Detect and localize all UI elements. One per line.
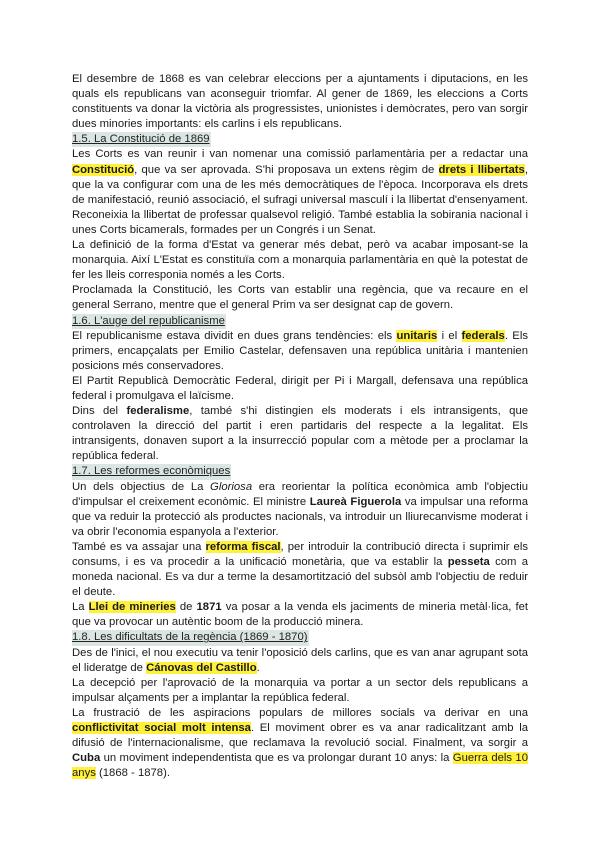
paragraph-state-form: La definició de la forma d'Estat va generar més debat, però va acabar imposant-se la monarquia. Així L'Estat es constituïa com a monarquia parlamentària en què la potestat de fer les lleis corresponia només a les Corts.: [72, 239, 528, 282]
section-heading-1-7: 1.7. Les reformes econòmiques: [72, 464, 231, 479]
text: , per introduir la contribució directa i suprimir els consums, i es va procedir a la unificació monetària, que va establir la: [72, 540, 529, 568]
intro-paragraph: El desembre de 1868 es van celebrar eleccions per a ajuntaments i diputacions, en les quals els republicans van aconseguir triomfar. Al gener de 1869, les eleccions a Corts constituents va donar la victòria als progressistes, unionistes i demòcrates, pero van sorgir dues minories importants: els carlins i els republicans.: [72, 73, 528, 131]
bold-federalisme: federalisme: [126, 405, 190, 418]
bold-pesseta: pesseta: [447, 556, 490, 568]
paragraph-mining-law: [72, 600, 528, 630]
paragraph-republican-uprisings: La decepció per l'aprovació de la monarquia va portar a un sector dels republicans a impulsar alçaments per a implantar la república federal.: [72, 676, 528, 704]
text: Dins del: [72, 405, 127, 418]
text: com a moneda nacional. Es va dur a terme la desamortització del subsòl amb l'objectiu de reduir el deute.: [72, 556, 528, 599]
section-heading-1-8: 1.8. Les dificultats de la regència (1869 - 1870): [72, 630, 309, 645]
text: Des de l'inici, el nou executiu va tenir l'oposició dels carlins, que es van anar agrupant sota el lideratge de: [72, 646, 528, 674]
bold-cuba: Cuba: [72, 752, 101, 765]
text: era reorientar la política econòmica amb l'objectiu d'impulsar el creixement econòmic. El ministre: [72, 480, 528, 508]
paragraph-federalism: [72, 404, 528, 464]
highlight-drets-llibertats: drets i llibertats: [438, 163, 525, 176]
highlight-constitucio: Constitució: [72, 163, 135, 176]
paragraph-federal-party: El Partit Republicà Democràtic Federal, dirigit per Pi i Margall, defensava una república federal i promulgava el laïcisme.: [72, 374, 528, 402]
text: , també s'hi distingien els moderats i els intransigents, que controlaven la direcció del partit i eren partidaris del respecte a la legalitat. Els intransigents, donaven suport a la insurrecció popular com a mètode per a proclamar la república federal.: [72, 405, 529, 463]
text: Un dels objectius de La: [72, 480, 211, 493]
text: un moviment independentista que es va prolongar durant 10 anys: la: [100, 752, 453, 765]
bold-1871: 1871: [196, 601, 222, 614]
text: El republicanisme estava dividit en dues grans tendències: els: [72, 329, 397, 342]
section-heading-1-5: 1.5. La Constitució de 1869: [72, 132, 211, 147]
text: de: [175, 601, 197, 614]
text: La: [72, 601, 89, 614]
italic-gloriosa: Gloriosa: [210, 480, 253, 493]
text: i el: [437, 329, 462, 342]
text: va posar a la venda els jaciments de mineria metàl·lica, fet que va provocar un autèntic boom de la producció minera.: [72, 601, 529, 629]
paragraph-economic-policy: [72, 480, 528, 540]
highlight-federals: federals: [461, 329, 505, 342]
paragraph-regency: Proclamada la Constitució, les Corts van establir una regència, que va recaure en el general Serrano, mentre que el general Prim va ser designat cap de govern.: [72, 284, 528, 312]
text: La frustració de les aspiracions populars de millores socials va derivar en una: [72, 706, 528, 719]
highlight-reforma-fiscal: reforma fiscal: [205, 540, 281, 553]
bold-figuerola: Laureà Figuerola: [309, 495, 402, 508]
paragraph-constitution: [72, 147, 528, 238]
paragraph-social-conflict: [72, 706, 528, 781]
text: També es va assajar una: [72, 540, 206, 553]
paragraph-republicanism: [72, 329, 528, 374]
text: (1868 - 1878).: [95, 767, 170, 780]
document-page: [72, 72, 528, 781]
text: .: [256, 661, 260, 674]
highlight-conflictivitat: conflictivitat social molt intensa: [72, 722, 251, 735]
text: . El moviment obrer es va anar radicalitzant amb la difusió de l'internacionalisme, que reclamava la revolució social. Finalment, va sorgir a: [72, 722, 529, 750]
highlight-guerra-10-anys: Guerra dels 10 anys: [72, 752, 528, 780]
text: . Els primers, encapçalats per Emilio Castelar, defensaven una república unitària i mantenien posicions més conservadores.: [72, 329, 528, 372]
text: va impulsar una reforma que va reduir la protecció als productes nacionals, va introduir un lliurecanvisme moderat i va obrir l'economia espanyola a l'exterior.: [72, 495, 529, 538]
text: Les Corts es van reunir i van nomenar una comissió parlamentària per a redactar una: [72, 148, 528, 161]
paragraph-carlist-opposition: [72, 646, 528, 676]
text: , que va ser aprovada. S'hi proposava un extens règim de: [134, 163, 439, 176]
highlight-canovas: Cánovas del Castillo: [146, 661, 257, 674]
section-heading-1-6: 1.6. L'auge del republicanisme: [72, 314, 226, 329]
highlight-unitaris: unitaris: [396, 329, 438, 342]
text: , que la va configurar com una de les més democràtiques de l'època. Incorporava els drets de manifestació, reunió associació, el sufragi universal masculí i la llibertat d'ensenyament. Reconeixia la llibertat de professar qualsevol religió. També establia la sobirania nacional i unes Corts bicamerals, formades per un Congrés i un Senat.: [72, 163, 528, 236]
highlight-llei-mineries: Llei de mineries: [88, 601, 176, 614]
paragraph-fiscal-reform: [72, 540, 528, 600]
